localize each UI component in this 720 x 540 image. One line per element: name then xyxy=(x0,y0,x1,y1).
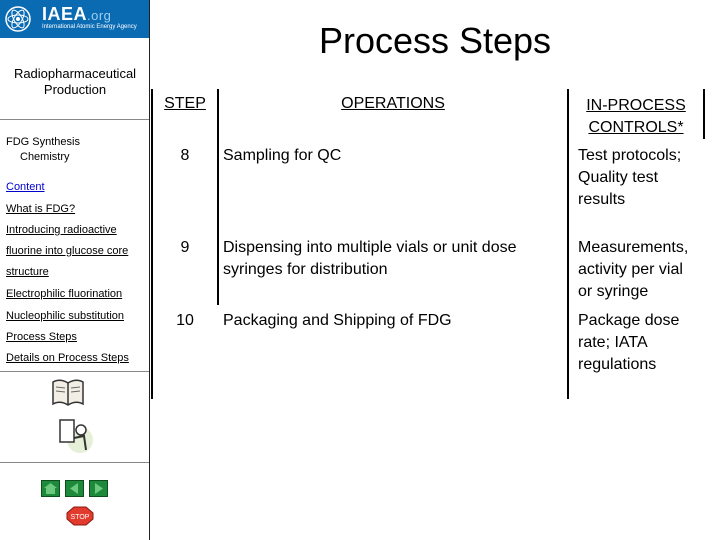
atom-logo-icon xyxy=(5,6,31,32)
control-text: Package dose rate; IATA regulations xyxy=(578,312,680,373)
operation-text: Dispensing into multiple vials or unit dose syringes for distribution xyxy=(223,239,517,278)
step-number: 9 xyxy=(180,239,190,256)
divider xyxy=(0,462,150,463)
next-button[interactable] xyxy=(89,480,108,497)
stop-label: STOP xyxy=(70,514,90,521)
nav-link-what-is-fdg[interactable]: What is FDG? xyxy=(6,203,76,215)
nav-link-electrophilic-fluorination[interactable]: Electrophilic fluorination xyxy=(6,288,123,300)
nav-link-fluorine-glucose-core[interactable]: fluorine into glucose core xyxy=(6,245,129,257)
column-divider xyxy=(567,89,569,399)
control-text: Test protocols; Quality test results xyxy=(578,147,682,208)
operation-text: Packaging and Shipping of FDG xyxy=(223,312,452,329)
header-controls: IN-PROCESS CONTROLS* xyxy=(586,97,686,136)
arrow-left-icon xyxy=(66,481,83,496)
course-title: Radiopharmaceutical Production xyxy=(13,66,137,97)
brand-name: IAEA.org xyxy=(42,4,112,24)
nav-link-structure[interactable]: structure xyxy=(6,266,49,278)
page-title: Process Steps xyxy=(318,20,552,61)
header-step: STEP xyxy=(164,95,206,112)
brand-domain: .org xyxy=(87,8,112,23)
arrow-right-icon xyxy=(90,481,107,496)
brand-subtitle: International Atomic Energy Agency xyxy=(42,24,137,30)
content-heading[interactable]: Content xyxy=(6,181,45,193)
operation-text: Sampling for QC xyxy=(223,147,342,164)
book-icon[interactable] xyxy=(50,376,86,410)
sidebar-border xyxy=(149,0,150,540)
step-number: 8 xyxy=(180,147,190,164)
header-operations: OPERATIONS xyxy=(341,95,445,112)
column-divider xyxy=(217,89,219,305)
home-icon xyxy=(42,481,59,496)
home-button[interactable] xyxy=(41,480,60,497)
divider xyxy=(0,371,150,372)
divider xyxy=(0,119,150,120)
nav-link-process-steps[interactable]: Process Steps xyxy=(6,331,77,343)
module-title: FDG Synthesis Chemistry xyxy=(6,136,80,163)
control-text: Measurements, activity per vial or syringe xyxy=(578,239,689,300)
reader-icon[interactable] xyxy=(54,414,96,454)
stop-button[interactable] xyxy=(66,506,94,526)
previous-button[interactable] xyxy=(65,480,84,497)
sidebar xyxy=(0,0,150,540)
nav-link-details-process-steps[interactable]: Details on Process Steps xyxy=(6,352,129,364)
step-number: 10 xyxy=(176,312,194,329)
iaea-logo-banner xyxy=(0,0,150,38)
nav-link-introducing-radioactive[interactable]: Introducing radioactive xyxy=(6,224,117,236)
table-right-border xyxy=(703,89,705,139)
nav-link-nucleophilic-substitution[interactable]: Nucleophilic substitution xyxy=(6,310,125,322)
